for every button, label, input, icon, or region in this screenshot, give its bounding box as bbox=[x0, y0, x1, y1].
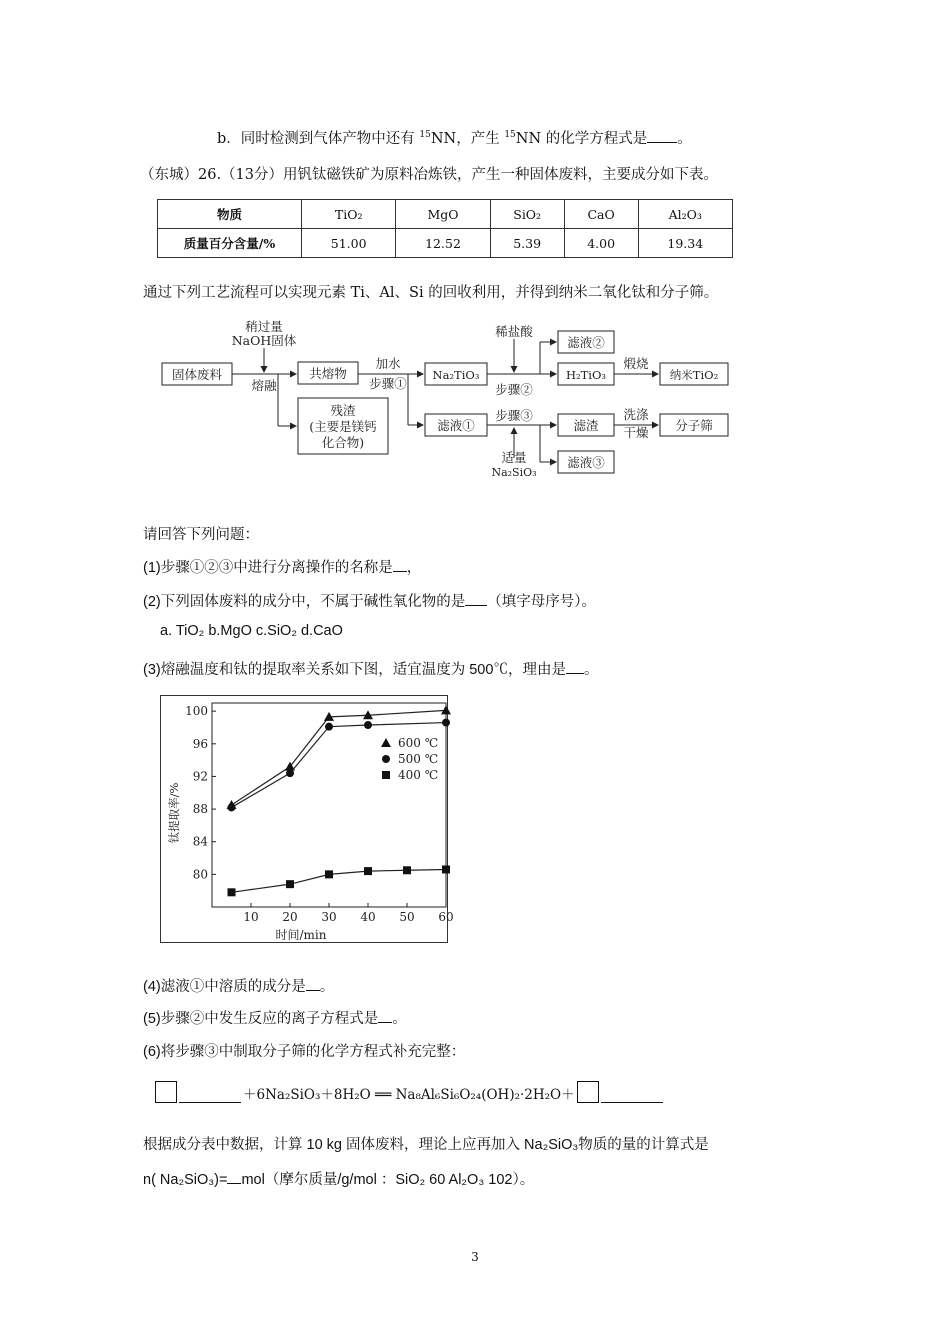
text-solid-waste: 固体废料 bbox=[171, 367, 223, 382]
x-axis-label: 时间/min bbox=[275, 928, 327, 942]
table-header-cell: MgO bbox=[396, 200, 490, 229]
data-point-circle bbox=[228, 803, 236, 811]
text-residue-3: 化合物) bbox=[321, 435, 365, 450]
text-filtrate-2: 滤液② bbox=[567, 335, 605, 350]
question-2-options: a. TiO₂ b.MgO c.SiO₂ d.CaO bbox=[160, 623, 343, 639]
y-tick-label: 96 bbox=[192, 736, 208, 751]
table-header-cell: CaO bbox=[564, 200, 638, 229]
question-4: (4)滤液①中溶质的成分是 。 bbox=[143, 979, 335, 995]
data-point-square bbox=[403, 866, 411, 874]
label-naoh: NaOH固体 bbox=[231, 333, 297, 348]
answer-blank[interactable] bbox=[647, 129, 677, 143]
answer-blank[interactable] bbox=[566, 660, 584, 674]
y-tick-label: 100 bbox=[185, 704, 208, 719]
y-tick-label: 92 bbox=[192, 769, 208, 784]
question-3: (3)熔融温度和钛的提取率关系如下图，适宜温度为 500℃，理由是 。 bbox=[143, 662, 599, 678]
text-residue-1: 残渣 bbox=[330, 403, 356, 418]
label-hcl: 稀盐酸 bbox=[495, 324, 533, 339]
table-header-row bbox=[158, 200, 733, 229]
label-melt: 熔融 bbox=[251, 378, 277, 393]
legend-label: 400 ℃ bbox=[398, 768, 439, 782]
data-point-square bbox=[286, 880, 294, 888]
process-flowchart bbox=[150, 318, 750, 483]
question-header: （东城）26.（13分）用钒钛磁铁矿为原料冶炼铁，产生一种固体废料，主要成分如下表。 bbox=[140, 167, 719, 183]
legend-marker-square bbox=[382, 771, 390, 779]
label-step1: 步骤① bbox=[369, 376, 407, 391]
data-point-circle bbox=[286, 769, 294, 777]
table-header-cell: 物质 bbox=[158, 200, 302, 229]
legend-marker-circle bbox=[382, 755, 390, 763]
text-filtrate-1: 滤液① bbox=[437, 418, 475, 433]
data-point-square bbox=[228, 888, 236, 896]
x-tick-label: 20 bbox=[282, 910, 298, 924]
x-tick-label: 10 bbox=[243, 910, 259, 924]
label-excess: 稍过量 bbox=[245, 319, 283, 334]
answer-blank[interactable] bbox=[465, 592, 487, 606]
composition-table bbox=[157, 199, 733, 258]
data-point-circle bbox=[442, 719, 450, 727]
table-row-label: 质量百分含量/% bbox=[158, 229, 302, 258]
table-cell: 4.00 bbox=[564, 229, 638, 258]
page-number: 3 bbox=[471, 1250, 479, 1264]
data-point-circle bbox=[364, 721, 372, 729]
y-axis-label: 钛提取率/% bbox=[167, 782, 181, 844]
answer-blank[interactable] bbox=[306, 977, 320, 991]
data-point-square bbox=[442, 865, 450, 873]
y-tick-label: 84 bbox=[192, 834, 208, 849]
prompt-text: 请回答下列问题： bbox=[143, 527, 259, 543]
table-header-cell: TiO₂ bbox=[302, 200, 396, 229]
calc-answer: n( Na₂SiO₃)= mol（摩尔质量/g/mol ：SiO₂ 60 Al₂O₃ 102）。 bbox=[143, 1172, 535, 1188]
table-header-cell: Al₂O₃ bbox=[638, 200, 732, 229]
coefficient-box[interactable] bbox=[577, 1081, 599, 1103]
x-tick-label: 30 bbox=[321, 910, 337, 924]
table-header-cell: SiO₂ bbox=[490, 200, 564, 229]
table-row bbox=[158, 229, 733, 258]
table-cell: 51.00 bbox=[302, 229, 396, 258]
table-cell: 12.52 bbox=[396, 229, 490, 258]
calc-question: 根据成分表中数据，计算 10 kg 固体废料，理论上应再加入 Na₂SiO₃物质的量的计算式是 bbox=[143, 1137, 709, 1153]
text-molecular-sieve: 分子筛 bbox=[675, 418, 713, 433]
label-wash: 洗涤 bbox=[623, 407, 649, 422]
table-cell: 5.39 bbox=[490, 229, 564, 258]
intro-text: 通过下列工艺流程可以实现元素 Ti、Al、Si 的回收利用，并得到纳米二氧化钛和分子筛。 bbox=[143, 285, 719, 301]
answer-blank[interactable] bbox=[378, 1009, 392, 1023]
y-tick-label: 88 bbox=[192, 802, 208, 817]
label-na2sio3: Na₂SiO₃ bbox=[491, 466, 537, 479]
equation: ＋6Na₂SiO₃＋8H₂O ══ Na₈Al₆Si₆O₂₄(OH)₂·2H₂O＋ bbox=[155, 1081, 663, 1103]
answer-blank[interactable] bbox=[393, 558, 407, 572]
chart-frame bbox=[161, 696, 448, 943]
question-5: (5)步骤②中发生反应的离子方程式是 。 bbox=[143, 1011, 407, 1027]
data-point-square bbox=[325, 870, 333, 878]
text-residue-2: (主要是镁钙 bbox=[309, 419, 377, 434]
formula-blank[interactable] bbox=[179, 1089, 241, 1103]
data-point-triangle bbox=[441, 705, 451, 714]
text-melt-product: 共熔物 bbox=[309, 366, 347, 381]
y-tick-label: 80 bbox=[192, 867, 208, 882]
coefficient-box[interactable] bbox=[155, 1081, 177, 1103]
text-slag: 滤渣 bbox=[573, 418, 599, 433]
question-6: (6)将步骤③中制取分子筛的化学方程式补充完整： bbox=[143, 1044, 466, 1060]
data-point-circle bbox=[325, 723, 333, 731]
formula-blank[interactable] bbox=[601, 1089, 663, 1103]
text-nano-tio2: 纳米TiO₂ bbox=[669, 368, 719, 382]
text-h2tio3: H₂TiO₃ bbox=[565, 368, 607, 382]
legend-label: 500 ℃ bbox=[398, 752, 439, 766]
x-tick-label: 60 bbox=[438, 910, 454, 924]
label-proper-amount: 适量 bbox=[501, 450, 527, 465]
text-filtrate-3: 滤液③ bbox=[567, 455, 605, 470]
label-step3: 步骤③ bbox=[495, 408, 533, 423]
series-line-square bbox=[232, 869, 447, 892]
extraction-rate-chart bbox=[160, 695, 460, 945]
label-step2: 步骤② bbox=[495, 382, 533, 397]
legend-marker-triangle bbox=[381, 738, 391, 747]
label-calcine: 煅烧 bbox=[623, 356, 649, 371]
label-add-water: 加水 bbox=[375, 356, 401, 371]
legend-label: 600 ℃ bbox=[398, 736, 439, 750]
prev-question-b: b．同时检测到气体产物中还有 $^{15}$NN，产生 $^{15}$NN 的化学方程式是 。 bbox=[217, 130, 692, 147]
x-tick-label: 40 bbox=[360, 910, 376, 924]
question-2: (2)下列固体废料的成分中，不属于碱性氧化物的是 （填字母序号）。 bbox=[143, 594, 596, 610]
question-1: (1)步骤①②③中进行分离操作的名称是 ， bbox=[143, 560, 422, 576]
text-na2tio3: Na₂TiO₃ bbox=[432, 368, 480, 382]
x-tick-label: 50 bbox=[399, 910, 415, 924]
label-dry: 干燥 bbox=[623, 425, 649, 440]
answer-blank[interactable] bbox=[227, 1170, 241, 1184]
table-cell: 19.34 bbox=[638, 229, 732, 258]
data-point-square bbox=[364, 867, 372, 875]
